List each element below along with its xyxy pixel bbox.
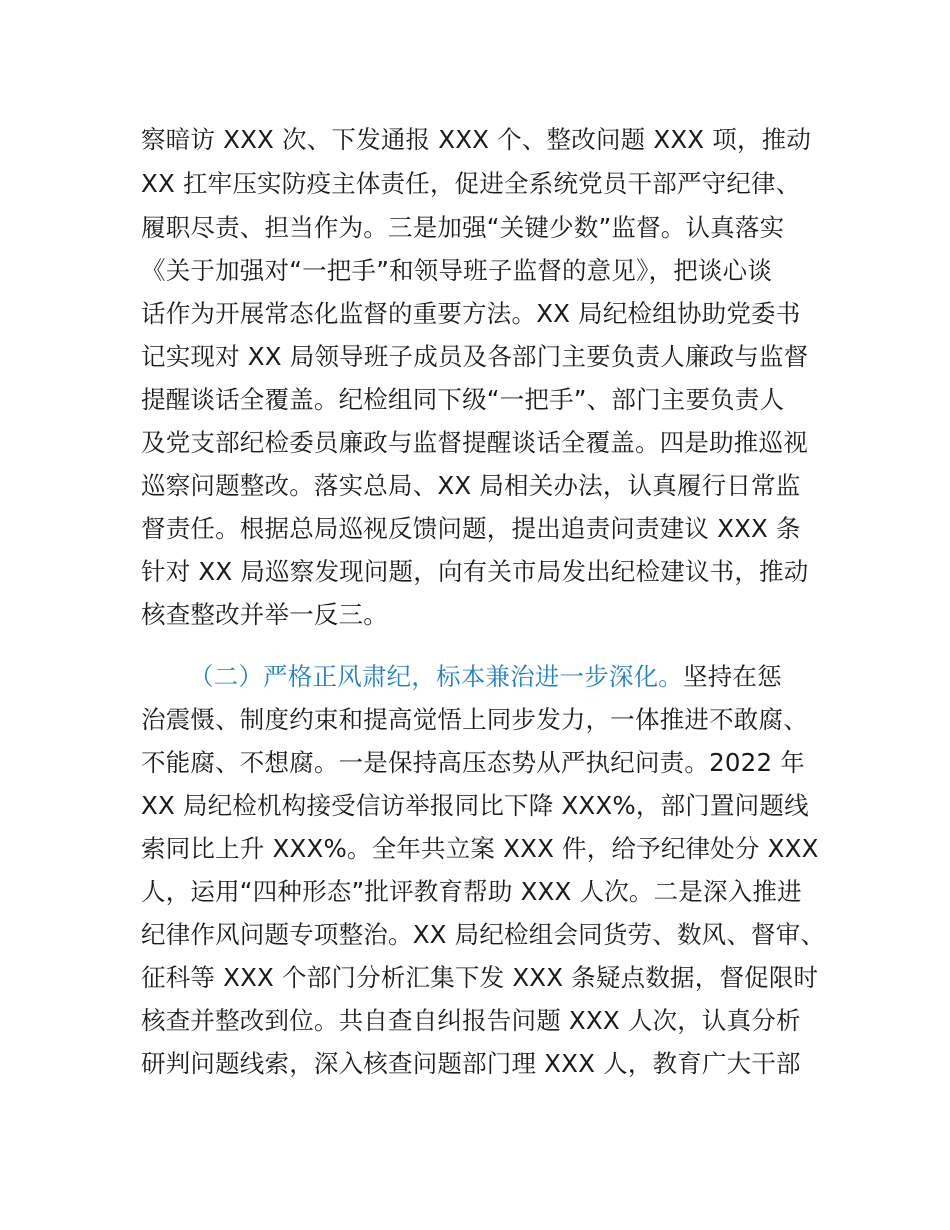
paragraph-line: 针对 XX 局巡察发现问题，向有关市局发出纪检建议书，推动: [141, 557, 809, 586]
paragraph-line: 研判问题线索，深入核查问题部门理 XXX 人，教育广大干部: [141, 1049, 801, 1078]
paragraph-line: 索同比上升 XXX%。全年共立案 XXX 件，给予纪律处分 XXX: [141, 834, 819, 863]
paragraph-line: 话作为开展常态化监督的重要方法。XX 局纪检组协助党委书: [141, 299, 801, 328]
section-heading-continuation: 坚持在惩: [683, 662, 782, 691]
paragraph-line: 征科等 XXX 个部门分析汇集下发 XXX 条疑点数据，督促限时: [141, 963, 819, 992]
section-heading-line: [189, 661, 782, 693]
paragraph-line: 治震慑、制度约束和提高觉悟上同步发力，一体推进不敢腐、: [141, 705, 808, 734]
paragraph-line: XX 局纪检机构接受信访举报同比下降 XXX%，部门置问题线: [141, 791, 809, 820]
section-heading: （二）严格正风肃纪，标本兼治进一步深化。: [189, 662, 683, 691]
paragraph-line: 巡察问题整改。落实总局、XX 局相关办法，认真履行日常监: [141, 471, 801, 500]
paragraph-line: 核查并整改到位。共自查自纠报告问题 XXX 人次，认真分析: [141, 1006, 801, 1035]
paragraph-line: 提醒谈话全覆盖。纪检组同下级“一把手”、部门主要负责人: [141, 385, 785, 414]
paragraph-line: 督责任。根据总局巡视反馈问题，提出追责问责建议 XXX 条: [141, 514, 801, 543]
paragraph-line: XX 扛牢压实防疫主体责任，促进全系统党员干部严守纪律、: [141, 169, 801, 198]
paragraph-line: 记实现对 XX 局领导班子成员及各部门主要负责人廉政与监督: [141, 342, 809, 371]
paragraph-line: 察暗访 XXX 次、下发通报 XXX 个、整改问题 XXX 项，推动: [141, 125, 812, 154]
paragraph-line: 《关于加强对“一把手”和领导班子监督的意见》，把谈心谈: [141, 256, 773, 285]
paragraph-line: 核查整改并举一反三。: [141, 600, 388, 629]
paragraph-line: 人，运用“四种形态”批评教育帮助 XXX 人次。二是深入推进: [141, 877, 802, 906]
paragraph-line: 及党支部纪检委员廉政与监督提醒谈话全覆盖。四是助推巡视: [141, 428, 808, 457]
paragraph-line: 不能腐、不想腐。一是保持高压态势从严执纪问责。2022 年: [141, 748, 805, 777]
paragraph-line: 履职尽责、担当作为。三是加强“关键少数”监督。认真落实: [141, 213, 785, 242]
paragraph-line: 纪律作风问题专项整治。XX 局纪检组会同货劳、数风、督审、: [141, 920, 826, 949]
